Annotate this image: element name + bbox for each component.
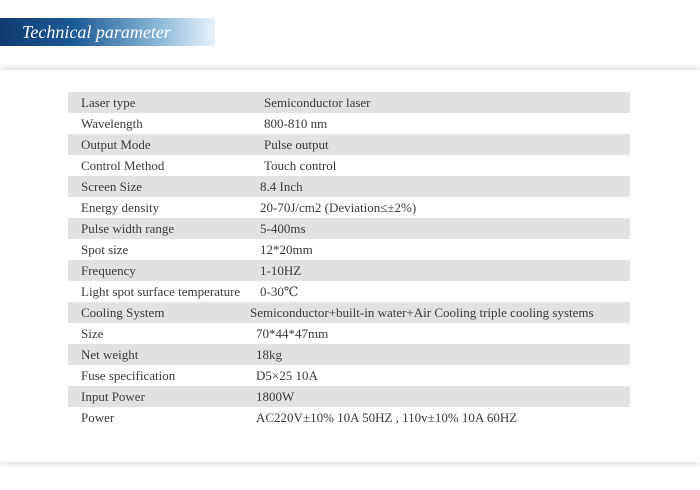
spec-row xyxy=(68,323,630,344)
spec-label: Pulse width range xyxy=(81,220,175,236)
spec-value: 18kg xyxy=(256,346,282,362)
spec-value: 12*20mm xyxy=(260,241,313,257)
spec-row xyxy=(68,197,630,218)
spec-label: Frequency xyxy=(81,262,136,278)
spec-value: Touch control xyxy=(264,157,337,173)
spec-value: Semiconductor+built-in water+Air Cooling triple cooling systems xyxy=(250,304,594,320)
spec-row xyxy=(68,176,630,197)
spec-row xyxy=(68,92,630,113)
spec-row xyxy=(68,302,630,323)
section-title: Technical parameter xyxy=(22,22,171,42)
spec-row xyxy=(68,281,630,302)
spec-label: Control Method xyxy=(81,157,165,173)
spec-row xyxy=(68,365,630,386)
spec-panel xyxy=(0,70,700,462)
spec-label: Laser type xyxy=(81,94,136,110)
spec-label: Light spot surface temperature xyxy=(81,283,241,299)
spec-row xyxy=(68,386,630,407)
spec-value: Semiconductor laser xyxy=(264,94,371,110)
spec-value: D5×25 10A xyxy=(256,367,318,383)
spec-value: 20-70J/cm2 (Deviation≤±2%) xyxy=(260,199,417,215)
spec-value: AC220V±10% 10A 50HZ , 110v±10% 10A 60HZ xyxy=(256,409,518,425)
spec-table xyxy=(68,92,630,428)
spec-label: Net weight xyxy=(81,346,139,362)
spec-row xyxy=(68,155,630,176)
spec-label: Input Power xyxy=(81,388,145,404)
spec-value: 5-400ms xyxy=(260,220,306,236)
spec-value: 70*44*47mm xyxy=(256,325,329,341)
spec-label: Cooling System xyxy=(81,304,165,320)
spec-row xyxy=(68,344,630,365)
spec-label: Energy density xyxy=(81,199,160,215)
spec-row xyxy=(68,239,630,260)
spec-value: Pulse output xyxy=(264,136,329,152)
spec-row xyxy=(68,407,630,428)
spec-value: 8.4 Inch xyxy=(260,178,303,194)
spec-row xyxy=(68,218,630,239)
spec-label: Output Mode xyxy=(81,136,151,152)
section-header xyxy=(0,18,215,46)
spec-label: Spot size xyxy=(81,241,129,257)
spec-value: 1-10HZ xyxy=(260,262,302,278)
spec-value: 1800W xyxy=(256,388,295,404)
spec-label: Screen Size xyxy=(81,178,143,194)
spec-row xyxy=(68,260,630,281)
spec-row xyxy=(68,134,630,155)
spec-value: 0-30℃ xyxy=(260,283,299,299)
spec-row xyxy=(68,113,630,134)
spec-value: 800-810 nm xyxy=(264,115,328,131)
spec-label: Fuse specification xyxy=(81,367,176,383)
spec-label: Size xyxy=(81,325,104,341)
spec-label: Wavelength xyxy=(81,115,143,131)
spec-label: Power xyxy=(81,409,115,425)
